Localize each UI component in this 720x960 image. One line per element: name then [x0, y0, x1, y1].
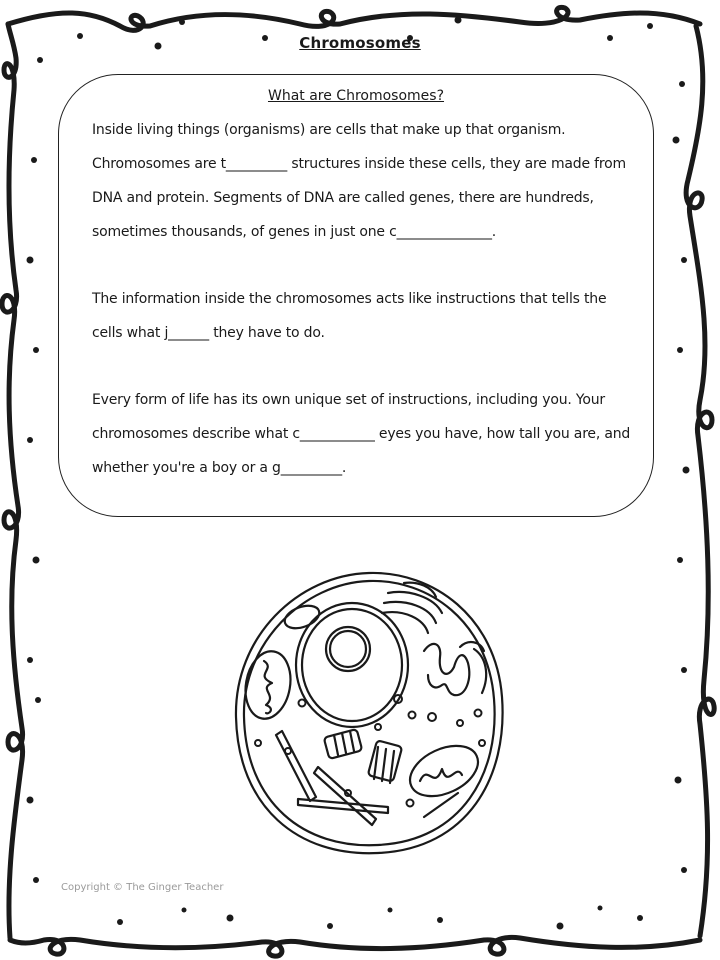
- paragraph-cells: Inside living things (organisms) are cells that make up that organism. Chromosomes are t_________ structures inside these cells, they are made from DNA and protein. Segments of DNA are called genes, there are hundreds, sometimes thousands, of genes in just one c______________.: [92, 122, 626, 240]
- info-card: [58, 74, 654, 517]
- animal-cell-icon: [228, 567, 510, 859]
- paragraph-instructions: The information inside the chromosomes acts like instructions that tells the cells what j______ they have to do.: [92, 291, 607, 341]
- page-title: Chromosomes: [299, 34, 421, 52]
- paragraph-unique-set: Every form of life has its own unique set of instructions, including you. Your chromosomes describe what c___________ eyes you have, how tall you are, and whether you're a boy or a g_________.: [92, 392, 631, 476]
- section-heading: What are Chromosomes?: [267, 88, 445, 104]
- copyright-notice: Copyright © The Ginger Teacher: [61, 882, 224, 893]
